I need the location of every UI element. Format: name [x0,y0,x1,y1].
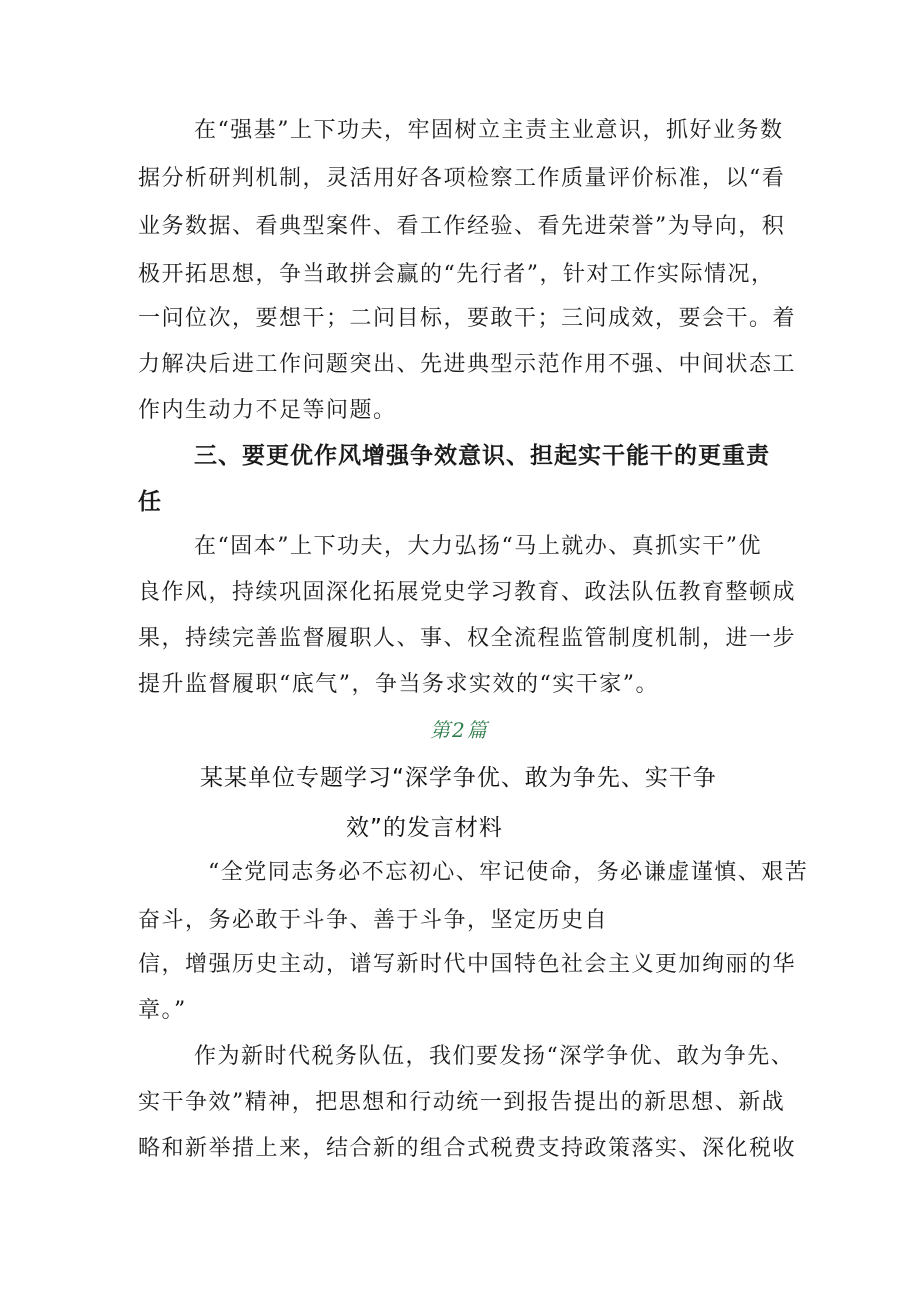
paragraph-line: 果，持续完善监督履职人、事、权全流程监管制度机制，进一步 [138,626,797,651]
paragraph-line: 提升监督履职“底气”，争当务求实效的“实干家”。 [138,672,659,697]
section-heading-continued: 任 [138,489,162,515]
quote-line: 奋斗，务必敢于斗争、善于斗争，坚定历史自 [138,908,609,933]
paragraph-line: 作为新时代税务队伍，我们要发扬“深学争优、敢为争先、 [194,1044,795,1069]
paragraph-line: 良作风，持续巩固深化拓展党史学习教育、政法队伍教育整顿成 [138,580,797,605]
paragraph-line: 据分析研判机制，灵活用好各项检察工作质量评价标准，以“看 [138,166,786,191]
paragraph-line: 实干争效”精神，把思想和行动统一到报告提出的新思想、新战 [138,1090,786,1115]
paragraph-line: 在“固本”上下功夫，大力弘扬“马上就办、真抓实干”优 [194,534,762,559]
article-title-continued: 效”的发言材料 [346,815,503,841]
article-number-marker: 第2篇 [430,718,489,742]
paragraph-line: 极开拓思想，争当敢拼会赢的“先行者”，针对工作实际情况， [138,262,775,287]
quote-line: “全党同志务必不忘初心、牢记使命，务必谦虚谨慎、艰苦 [208,860,809,885]
paragraph-line: 在“强基”上下功夫，牢固树立主责主业意识，抓好业务数 [194,118,784,143]
paragraph-line: 力解决后进工作问题突出、先进典型示范作用不强、中间状态工 [138,352,797,377]
article-title: 某某单位专题学习“深学争优、敢为争先、实干争 [200,765,717,791]
paragraph-line: 略和新举措上来，结合新的组合式税费支持政策落实、深化税收 [138,1136,797,1161]
paragraph-line: 一问位次，要想干；二问目标，要敢干；三问成效，要会干。着 [138,306,797,331]
quote-line: 章。” [138,998,187,1023]
section-heading: 三、要更优作风增强争效意识、担起实干能干的更重责 [194,443,770,469]
paragraph-line: 业务数据、看典型案件、看工作经验、看先进荣誉”为导向，积 [138,214,786,239]
quote-line: 信，增强历史主动，谱写新时代中国特色社会主义更加绚丽的华 [138,952,797,977]
paragraph-line: 作内生动力不足等问题。 [138,398,397,423]
